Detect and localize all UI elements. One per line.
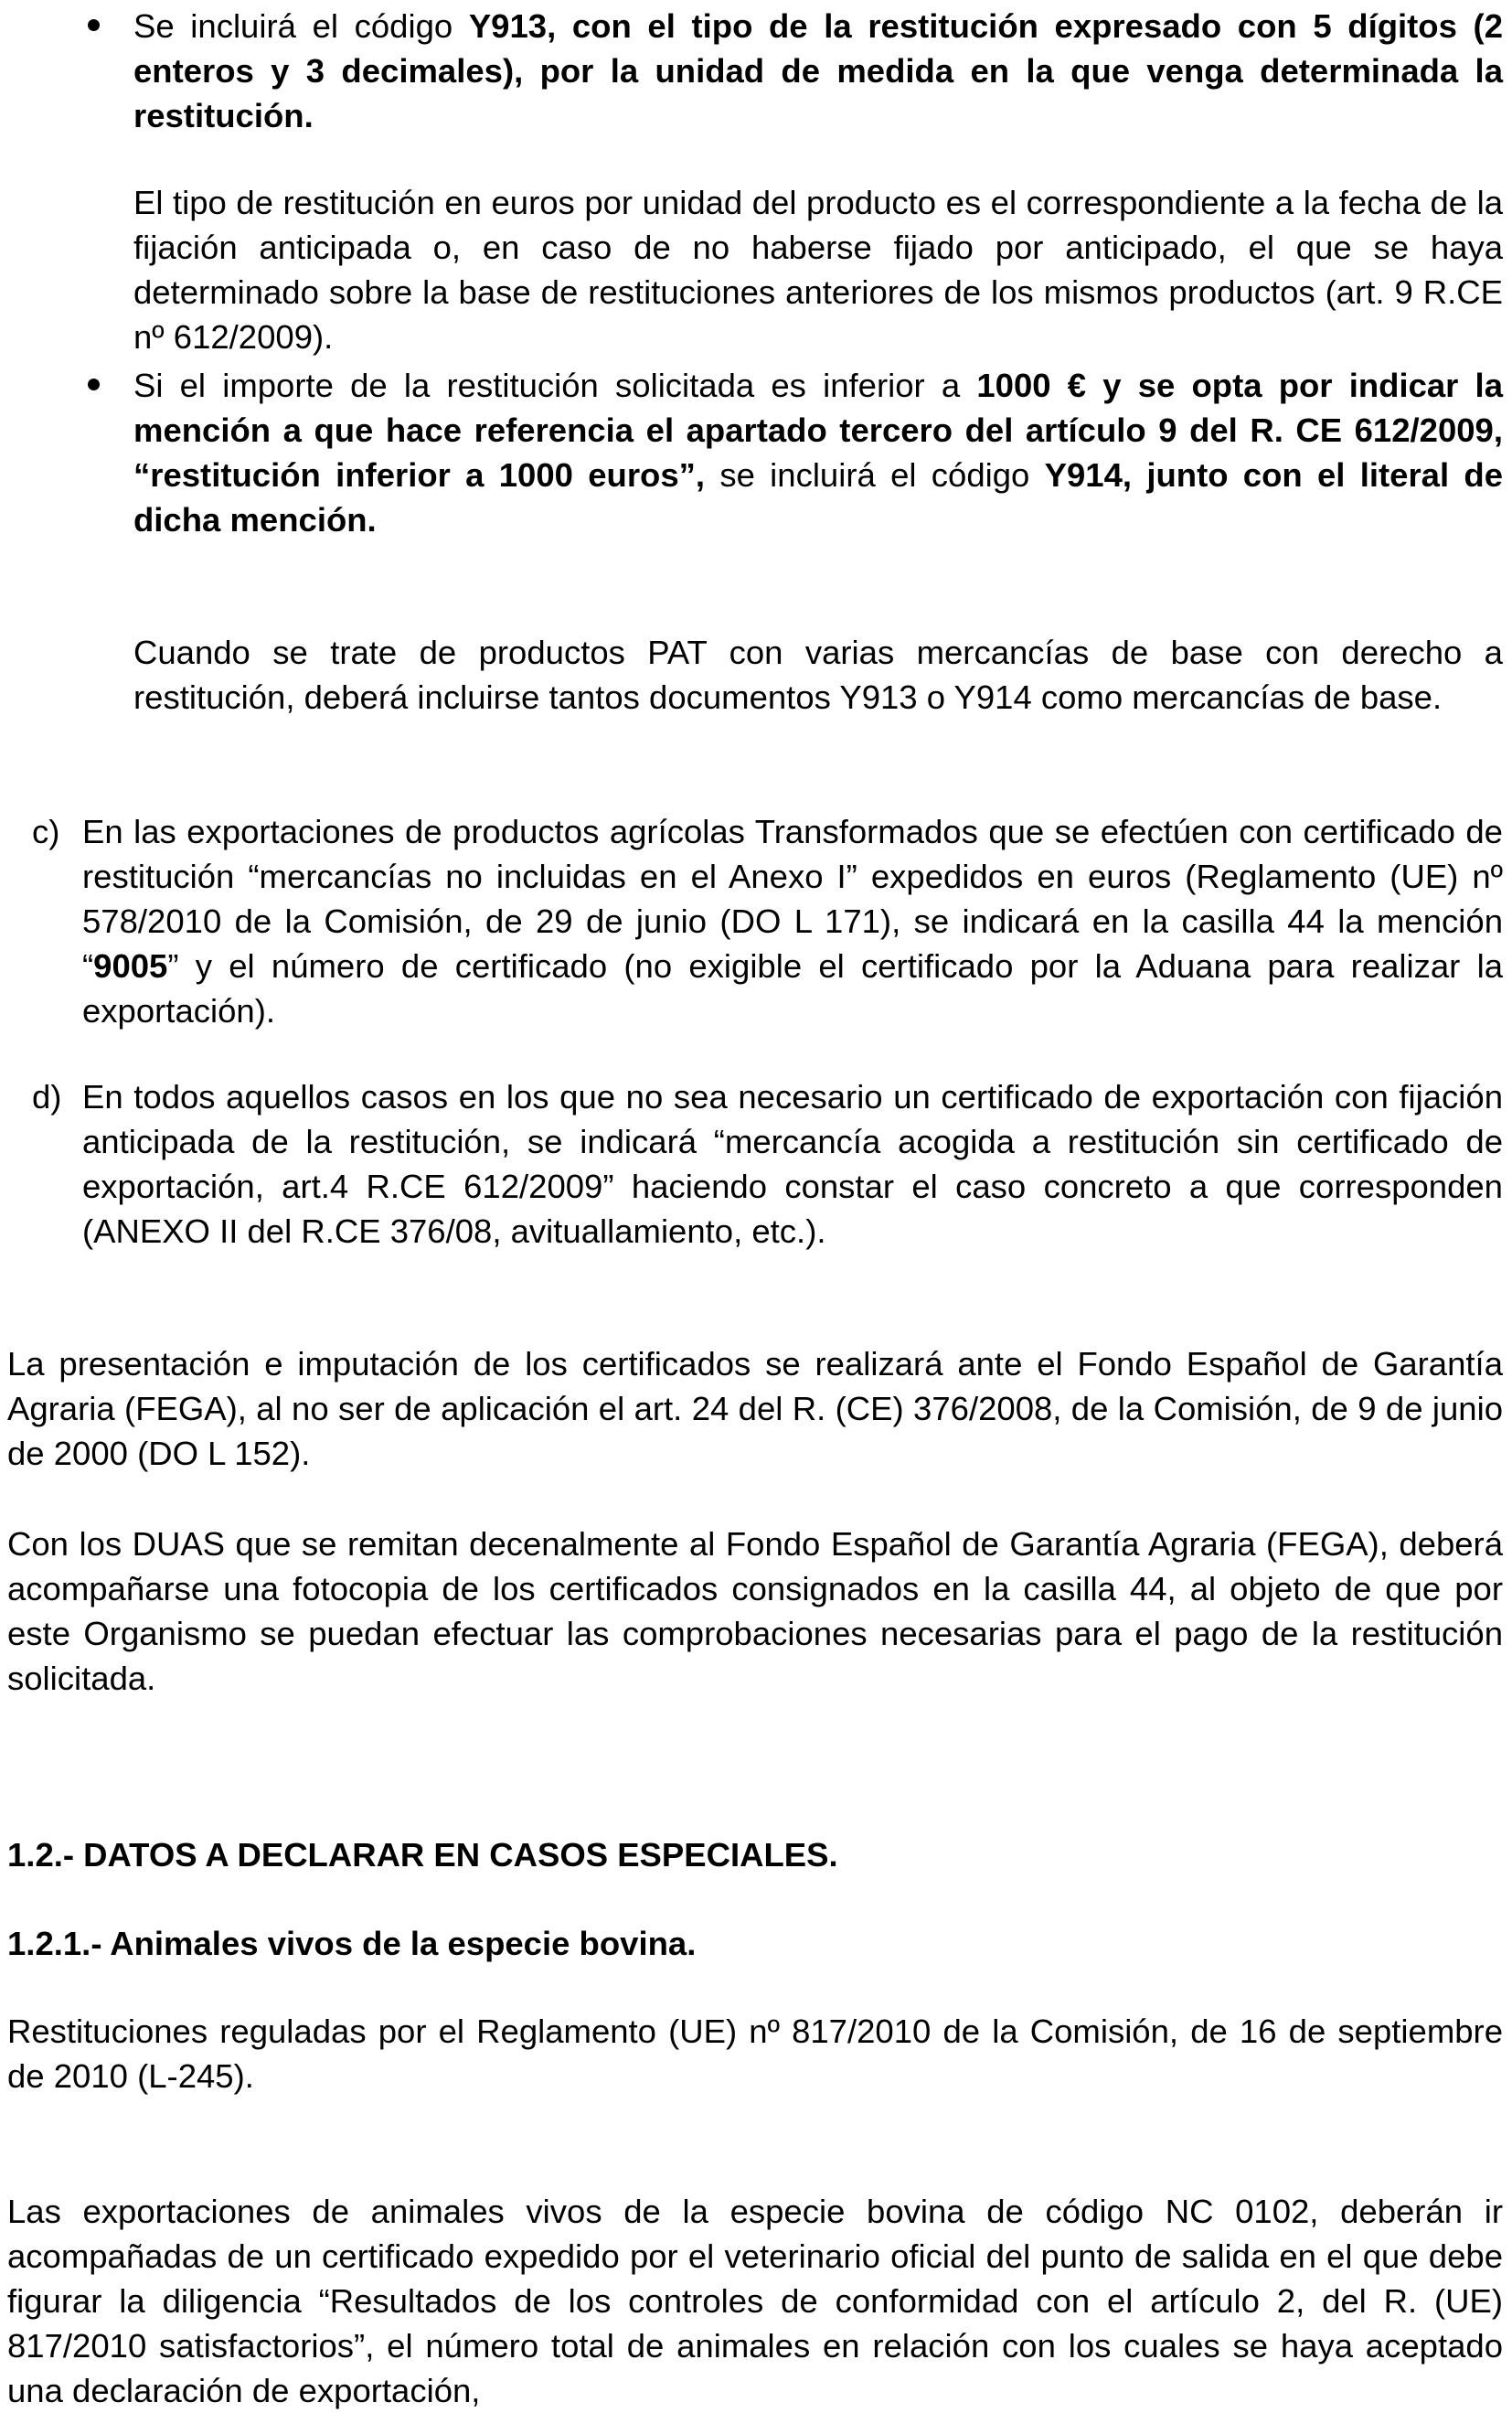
paragraph-duas bbox=[7, 1521, 1503, 1701]
list-item-text-plain: En las exportaciones de productos agrícolas Transformados que se efectúen con certificado de restitución “mercancías no incluidas en el Anexo I” expedidos en euros (Reglamento (UE) nº 578/2010 de la Comisión, de 29 de junio (DO L 171), se indicará en la casilla 44 la mención “ bbox=[82, 813, 1503, 985]
bullet-text bbox=[133, 4, 1503, 138]
bullet-subparagraph-y914 bbox=[133, 630, 1503, 720]
paragraph-exportaciones-bovina bbox=[7, 2189, 1503, 2413]
subparagraph-text: El tipo de restitución en euros por unidad del producto es el correspondiente a la fecha de la fijación anticipada o, en caso de no haberse fijado por anticipado, el que se haya determinado sobre la base de restituciones anteriores de los mismos productos (art. 9 R.CE nº 612/2009). bbox=[133, 184, 1503, 356]
bullet-item-y914 bbox=[133, 363, 1503, 542]
paragraph-fega-presentation bbox=[7, 1341, 1503, 1476]
subsection-heading: 1.2.1.- Animales vivos de la especie bovina. bbox=[7, 1925, 697, 1962]
section-heading: 1.2.- DATOS A DECLARAR EN CASOS ESPECIALES. bbox=[7, 1836, 838, 1874]
bullet-text-bold: 1000 € y se opta por indicar la mención a que hace referencia el apartado tercero del artículo 9 del R. CE 612/2009, “restitución inferior a 1000 euros”, bbox=[133, 367, 1503, 494]
list-item-d bbox=[32, 1074, 1503, 1254]
paragraph-reglamento bbox=[7, 2009, 1503, 2098]
list-item-letter: d) bbox=[32, 1078, 62, 1116]
bullet-icon bbox=[88, 19, 100, 31]
list-item-c bbox=[32, 809, 1503, 1033]
paragraph-text: Restituciones reguladas por el Reglamento (UE) nº 817/2010 de la Comisión, de 16 de septiembre de 2010 (L-245). bbox=[7, 2013, 1503, 2095]
list-item-text: En todos aquellos casos en los que no sea necesario un certificado de exportación con fijación anticipada de la restitución, se indicará “mercancía acogida a restitución sin certificado de exportación, art.4 R.CE 612/2009” haciendo constar el caso concreto a que corresponden (ANEXO II del R.CE 376/08, avituallamiento, etc.). bbox=[82, 1078, 1503, 1250]
bullet-icon bbox=[88, 379, 100, 390]
bullet-subparagraph-y913 bbox=[133, 180, 1503, 359]
list-item-text-plain: ” y el número de certificado (no exigible el certificado por la Aduana para realizar la exportación). bbox=[82, 947, 1503, 1030]
bullet-text-plain: Se incluirá el código bbox=[133, 7, 469, 45]
bullet-text bbox=[133, 363, 1503, 542]
bullet-text-bold: Y914, junto con el literal de dicha mención. bbox=[133, 456, 1503, 539]
list-item-letter: c) bbox=[32, 813, 60, 850]
paragraph-text: Las exportaciones de animales vivos de la especie bovina de código NC 0102, deberán ir acompañadas de un certificado expedido por el veterinario oficial del punto de salida en el que debe figurar la diligencia “Resultados de los controles de conformidad con el artículo 2, del R. (UE) 817/2010 satisfactorios”, el número total de animales en relación con los cuales se haya aceptado una declaración de exportación, bbox=[7, 2193, 1503, 2409]
list-item-text bbox=[82, 809, 1503, 1033]
bullet-text-bold: Y913, con el tipo de la restitución expresado con 5 dígitos (2 enteros y 3 decimales), por la unidad de medida en la que venga determinada la restitución. bbox=[133, 7, 1503, 134]
bullet-item-y913 bbox=[133, 4, 1503, 138]
subparagraph-text: Cuando se trate de productos PAT con varias mercancías de base con derecho a restitución, deberá incluirse tantos documentos Y913 o Y914 como mercancías de base. bbox=[133, 634, 1503, 716]
bullet-text-plain: Si el importe de la restitución solicitada es inferior a bbox=[133, 367, 977, 404]
list-item-text-bold: 9005 bbox=[93, 947, 168, 985]
bullet-text-plain: se incluirá el código bbox=[705, 456, 1045, 494]
paragraph-text: Con los DUAS que se remitan decenalmente al Fondo Español de Garantía Agraria (FEGA), deberá acompañarse una fotocopia de los certificados consignados en la casilla 44, al objeto de que por este Organismo se puedan efectuar las comprobaciones necesarias para el pago de la restitución solicitada. bbox=[7, 1525, 1503, 1697]
paragraph-text: La presentación e imputación de los certificados se realizará ante el Fondo Español de Garantía Agraria (FEGA), al no ser de aplicación el art. 24 del R. (CE) 376/2008, de la Comisión, de 9 de junio de 2000 (DO L 152). bbox=[7, 1345, 1503, 1472]
